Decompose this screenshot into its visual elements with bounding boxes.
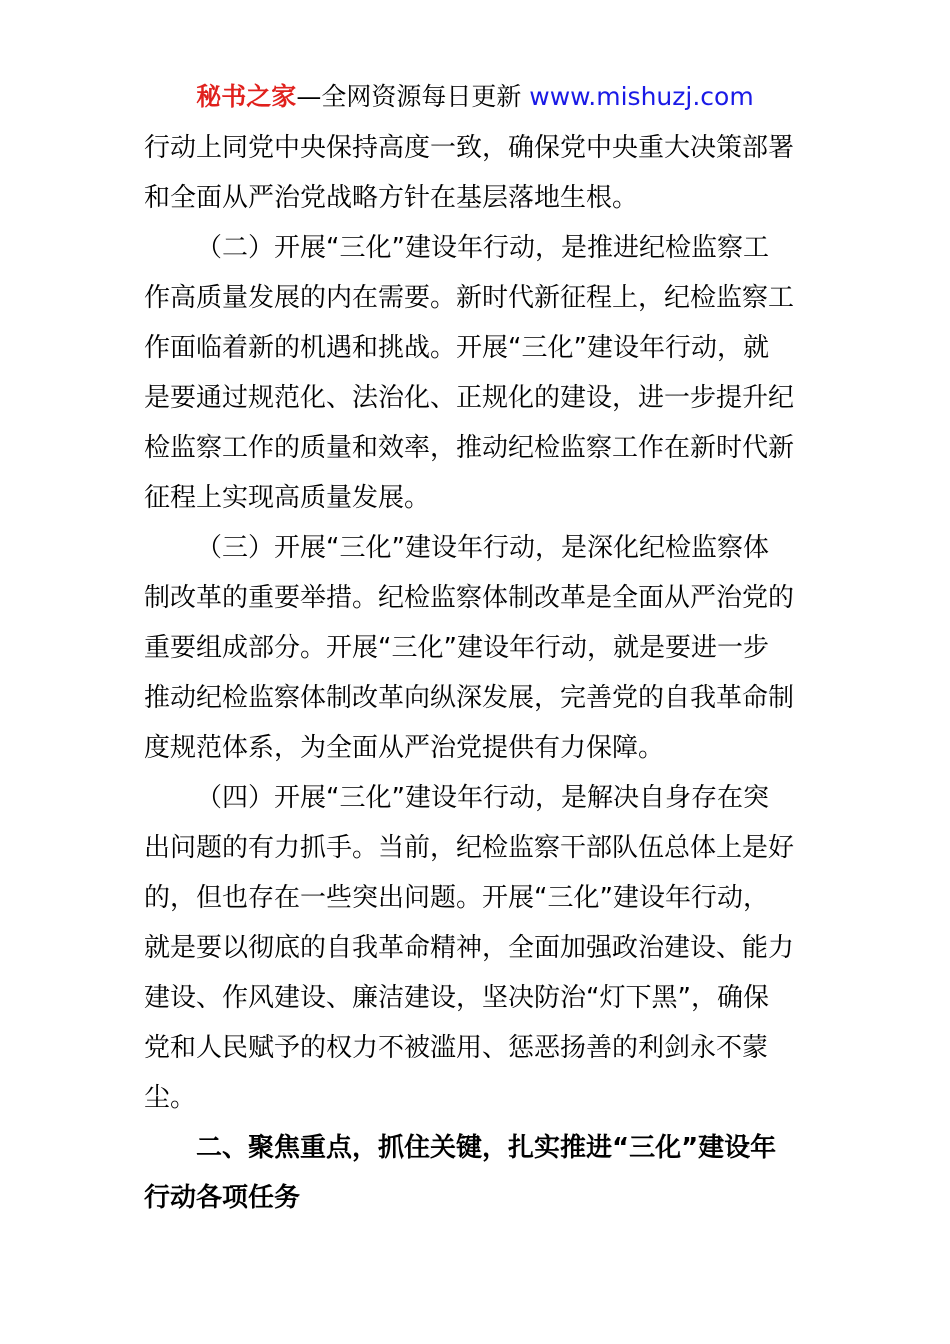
text-line: 是要通过规范化、法治化、正规化的建设，进一步提升纪 bbox=[144, 383, 795, 413]
text-line: 作高质量发展的内在需要。新时代新征程上，纪检监察工 bbox=[144, 283, 795, 313]
text-line: 推动纪检监察体制改革向纵深发展，完善党的自我革命制 bbox=[144, 683, 795, 713]
text-line: 作面临着新的机遇和挑战。开展“三化”建设年行动，就 bbox=[144, 333, 769, 363]
document-body bbox=[144, 123, 808, 1223]
text-line: 和全面从严治党战略方针在基层落地生根。 bbox=[144, 183, 639, 213]
paragraph-start: （三）开展“三化”建设年行动，是深化纪检监察体 bbox=[196, 533, 769, 563]
paragraph-start: （二）开展“三化”建设年行动，是推进纪检监察工 bbox=[196, 233, 769, 263]
text-line: 尘。 bbox=[144, 1083, 197, 1113]
text-line: 度规范体系，为全面从严治党提供有力保障。 bbox=[144, 733, 665, 763]
section-heading: 二、聚焦重点，抓住关键，扎实推进“三化”建设年 bbox=[196, 1133, 777, 1163]
text-line: 就是要以彻底的自我革命精神，全面加强政治建设、能力 bbox=[144, 933, 795, 963]
brand-name: 秘书之家 bbox=[196, 82, 297, 111]
text-line: 重要组成部分。开展“三化”建设年行动，就是要进一步 bbox=[144, 633, 769, 663]
text-line: 党和人民赋予的权力不被滥用、惩恶扬善的利剑永不蒙 bbox=[144, 1033, 769, 1063]
text-line: 建设、作风建设、廉洁建设，坚决防治“灯下黑”，确保 bbox=[144, 983, 769, 1013]
text-line: 制改革的重要举措。纪检监察体制改革是全面从严治党的 bbox=[144, 583, 795, 613]
page-header bbox=[0, 80, 950, 114]
site-link[interactable]: www.mishuzj.com bbox=[529, 82, 754, 111]
section-heading-continued: 行动各项任务 bbox=[144, 1183, 301, 1213]
paragraph-start: （四）开展“三化”建设年行动，是解决自身存在突 bbox=[196, 783, 769, 813]
text-line: 的，但也存在一些突出问题。开展“三化”建设年行动， bbox=[144, 883, 769, 913]
text-line: 行动上同党中央保持高度一致，确保党中央重大决策部署 bbox=[144, 133, 795, 163]
text-line: 征程上实现高质量发展。 bbox=[144, 483, 431, 513]
header-tagline: —全网资源每日更新 bbox=[296, 82, 530, 111]
text-line: 出问题的有力抓手。当前，纪检监察干部队伍总体上是好 bbox=[144, 833, 795, 863]
text-line: 检监察工作的质量和效率，推动纪检监察工作在新时代新 bbox=[144, 433, 795, 463]
